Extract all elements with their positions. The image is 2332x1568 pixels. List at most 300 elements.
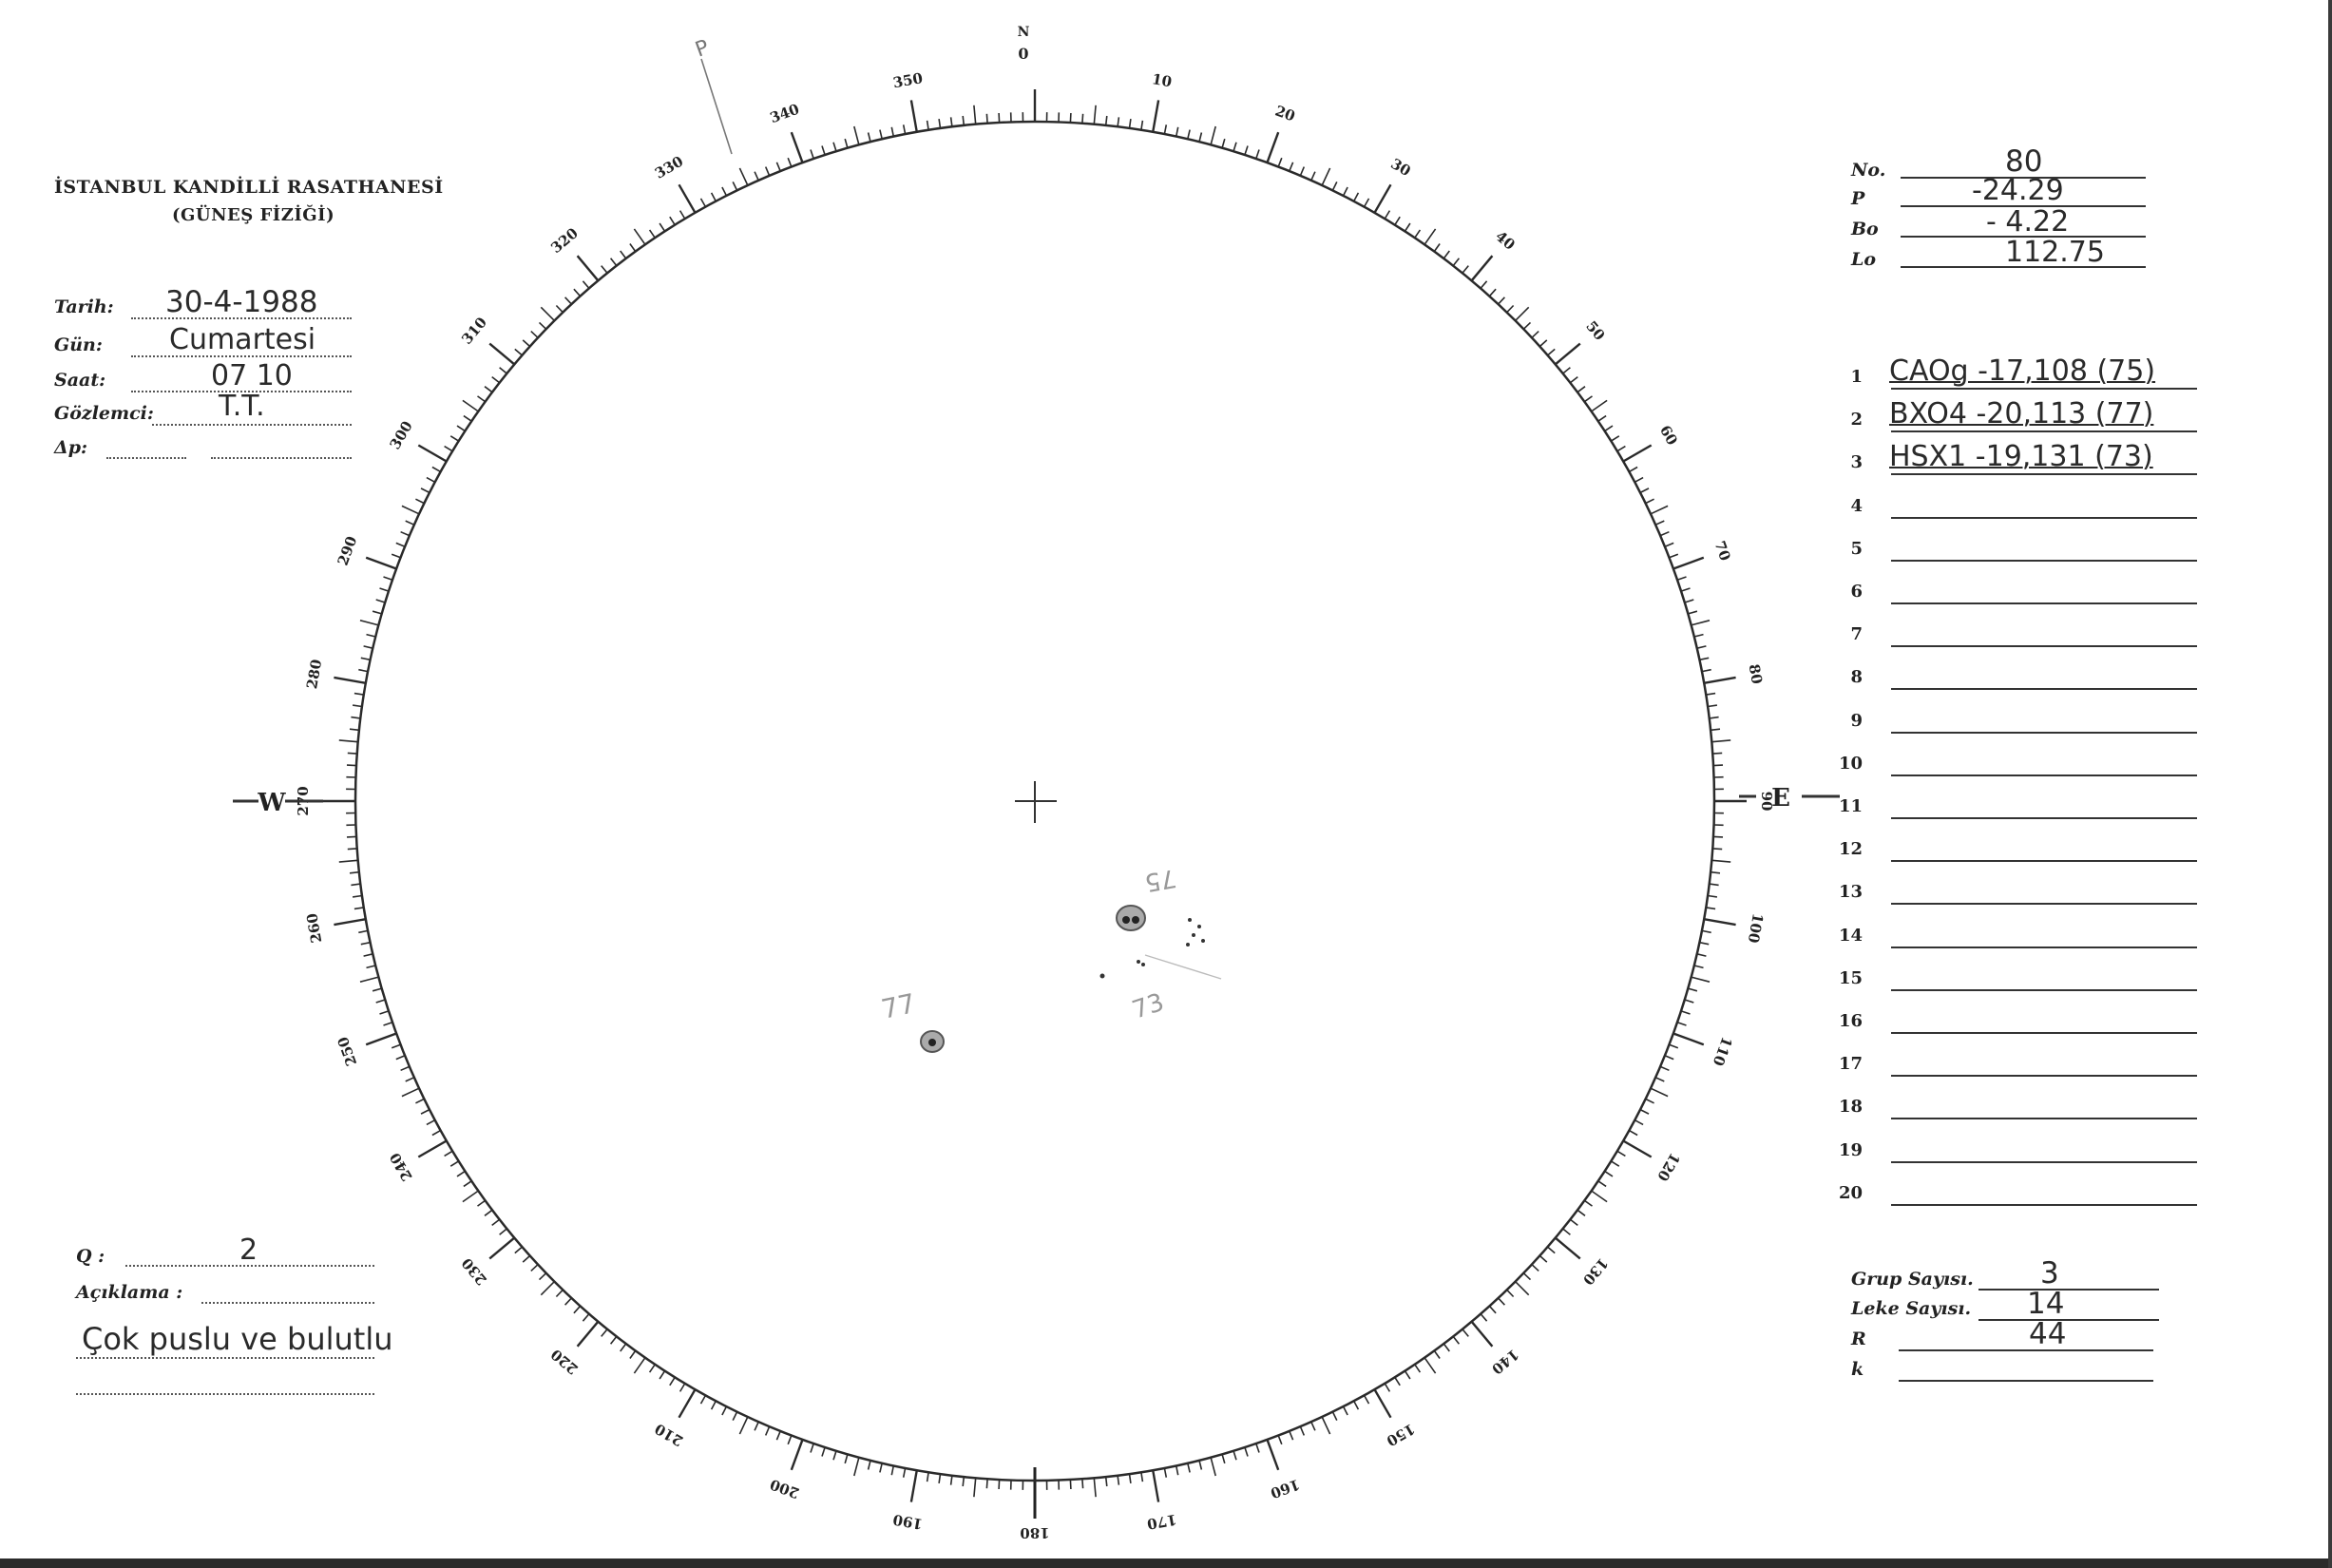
scale-tick [755,1422,758,1430]
note-value: Çok puslu ve bulutlu [82,1321,393,1357]
scale-angle-label: 100 [1744,911,1767,945]
scale-tick [880,130,882,140]
scale-tick [457,426,465,431]
group-row-number: 14 [1838,926,1863,946]
scale-tick [348,849,357,850]
scale-tick [556,1290,563,1296]
scale-tick [630,244,636,252]
scale-tick [701,1395,706,1404]
scale-tick [1681,588,1691,591]
scale-tick [1665,1056,1673,1060]
scale-tick [1472,256,1493,280]
scale-tick [1211,126,1215,144]
scale-tick [1563,1229,1571,1234]
scale-tick [1070,113,1071,123]
scale-tick [630,1350,636,1358]
scale-tick [1673,1034,1704,1045]
scale-tick [766,167,770,176]
scale-tick [1623,446,1652,462]
p-value: -24.29 [1972,174,2064,207]
scale-tick [1268,1440,1279,1470]
scale-tick [1629,468,1637,472]
scan-edge-right [2328,0,2332,1568]
scale-tick [1702,930,1711,932]
group-row-line [1891,560,2197,562]
scale-tick [1354,193,1359,201]
sunspot-group-cao [1100,906,1222,979]
scale-angle-label: 330 [651,152,687,182]
scale-tick [354,694,364,696]
scale-tick [963,1477,964,1486]
scale-tick [1290,1431,1293,1440]
scale-angle-label: 40 [1492,227,1519,254]
scale-tick [1395,217,1400,224]
scale-tick [1699,658,1709,660]
scale-tick [1655,1078,1664,1081]
scale-angle-label: 140 [1488,1345,1522,1378]
scale-tick [1570,377,1577,383]
scale-angle-label: 210 [651,1420,687,1450]
scale-tick [351,717,360,718]
scale-tick [1233,143,1236,152]
scale-tick [392,1044,400,1048]
scale-tick [811,1444,813,1453]
scale-tick [999,113,1000,123]
scale-tick [1153,1470,1158,1502]
scale-tick [722,1406,727,1415]
scale-tick [951,117,952,126]
scale-tick [396,543,405,546]
k-underline [1899,1380,2153,1382]
scale-tick [1245,1447,1248,1457]
scale-tick [1577,1210,1585,1215]
scale-tick [463,1191,478,1202]
scale-tick [1300,167,1304,176]
scale-tick [1532,332,1539,338]
group-row-number: 13 [1838,882,1863,902]
scale-tick [939,119,940,128]
group-row-number: 19 [1838,1140,1863,1160]
group-row-number: 4 [1850,496,1863,516]
scale-tick [1268,132,1279,163]
scale-angle-label: 30 [1387,155,1414,181]
scale-tick [1697,646,1707,648]
scale-tick [578,1322,599,1347]
scale-tick [712,1401,717,1409]
observer-label: Gözlemci: [54,403,154,424]
scale-tick [432,1131,441,1136]
scale-tick [457,1171,465,1176]
scale-tick [621,1344,626,1351]
scale-tick [621,251,626,258]
scale-angle-label: 80 [1745,662,1766,686]
q-value: 2 [239,1233,258,1267]
scale-tick [1706,694,1715,696]
scale-tick [531,1265,538,1272]
group-row-line [1891,1075,2197,1077]
scale-tick [1713,836,1723,837]
scale-tick [1548,1247,1556,1253]
scale-tick [478,1200,486,1206]
scale-tick [963,116,964,125]
scale-tick [911,100,917,131]
scale-tick [1082,1479,1083,1488]
scale-tick [1256,1444,1259,1453]
scale-angle-label: 70 [1711,538,1734,564]
scale-tick [358,670,368,672]
p-axis-mark-line [701,59,732,154]
group-row-number: 17 [1838,1054,1863,1074]
scale-tick [1660,1066,1669,1070]
scale-tick [402,506,419,513]
scale-tick [739,1417,747,1434]
group-row-line [1891,732,2197,734]
group-row-line [1891,602,2197,604]
group-row-number: 7 [1850,624,1863,644]
scale-tick [1592,1191,1607,1202]
lo-label: Lo [1851,249,1877,270]
scale-tick [1375,1389,1391,1418]
scale-tick [776,163,780,171]
scale-tick [1704,919,1736,925]
scale-tick [1646,499,1654,503]
scale-angle-label: 320 [547,224,582,258]
scale-tick [722,187,727,196]
scale-tick [1677,1023,1687,1025]
scale-angle-label: 170 [1145,1510,1178,1533]
scale-tick [376,1000,386,1003]
scale-angle-label: 190 [891,1510,925,1533]
note-label: Açıklama : [76,1282,183,1303]
north-zero-label: 0 [1018,45,1029,63]
group-count-value: 3 [2040,1256,2059,1291]
scale-tick [1655,521,1664,525]
scale-tick [384,577,393,580]
scale-tick [1199,133,1201,143]
scale-tick [350,729,359,730]
scale-tick [1245,146,1248,156]
note-underline [201,1302,374,1304]
scale-tick [712,193,717,201]
scale-tick [811,150,813,160]
scale-tick [515,349,523,355]
scale-tick [1222,1454,1225,1463]
scale-tick [406,1078,414,1081]
group-row-line [1891,688,2197,690]
scale-tick [376,600,386,602]
west-label: W [258,789,286,817]
time-value: 07 10 [211,359,293,392]
scale-tick [1365,199,1369,207]
scale-tick [1708,896,1717,897]
scale-tick [1605,1171,1613,1176]
scale-tick [489,1238,514,1259]
scale-tick [1415,230,1421,238]
scale-tick [541,1282,554,1295]
scale-tick [485,1210,492,1215]
scale-tick [974,1478,976,1497]
scale-tick [792,1440,803,1470]
scale-tick [523,1255,530,1262]
scale-tick [891,127,893,137]
r-underline [1899,1349,2153,1351]
scale-tick [634,1358,645,1373]
scale-tick [1453,258,1459,266]
group-row-number: 8 [1850,667,1863,687]
scale-tick [1660,532,1669,536]
scale-tick [450,1161,458,1166]
scale-tick [951,1476,952,1485]
scale-tick [1278,158,1282,166]
scale-tick [1516,307,1529,320]
scale-tick [1443,251,1449,258]
bo-label: Bo [1851,219,1879,239]
q-label: Q : [76,1246,105,1267]
scale-tick [1290,163,1293,171]
scale-tick [1646,1099,1654,1102]
scale-tick [1539,340,1547,347]
scale-tick [1322,168,1329,185]
group-row-text: BXO4 -20,113 (77) [1889,397,2154,430]
scale-tick [1673,558,1704,569]
scale-tick [602,266,607,274]
scale-tick [463,400,478,411]
scale-tick [1634,478,1643,483]
scale-tick [1462,266,1468,274]
scale-tick [1651,1088,1668,1096]
scale-tick [421,1110,430,1115]
scale-tick [1711,729,1720,730]
note-underline-2 [76,1357,374,1359]
scale-angle-label: 290 [334,533,361,568]
scale-tick [1453,1336,1459,1344]
scale-tick [1462,1329,1468,1337]
scale-tick [1164,124,1166,134]
group-row-line [1891,860,2197,862]
scale-angle-label: 150 [1383,1420,1419,1450]
scale-angle-label: 310 [458,314,491,348]
institution-title: İSTANBUL KANDİLLİ RASATHANESİ [54,177,444,198]
group-row-line [1891,473,2197,475]
scale-tick [733,1412,736,1421]
scale-tick [380,588,390,591]
group-row-number: 10 [1838,754,1863,774]
scale-tick [1507,1290,1514,1296]
scale-tick [1164,1468,1166,1478]
scale-tick [833,143,836,152]
scale-tick [1211,1458,1215,1476]
spot-label-77: 77 [878,987,919,1025]
delta-p-label: Δp: [54,437,88,458]
scale-angle-label: 50 [1582,317,1609,344]
spot-count-underline [1978,1319,2159,1321]
scale-tick [659,1371,665,1379]
scale-angle-label: 260 [303,911,326,945]
scale-tick [392,554,400,558]
scale-tick [1405,1371,1410,1379]
scale-angle-label: 160 [1268,1475,1303,1502]
scale-tick [880,1463,882,1473]
scale-tick [1651,506,1668,513]
scale-tick [366,1034,396,1045]
scale-tick [574,1306,581,1313]
group-row-line [1891,1204,2197,1206]
scale-tick [1712,753,1722,754]
scale-tick [1640,488,1649,493]
group-row-number: 2 [1850,410,1863,430]
scale-tick [373,988,382,991]
scale-tick [1434,244,1440,252]
scale-tick [1070,1480,1071,1489]
scale-tick [869,1461,870,1470]
scale-tick [1708,705,1717,706]
scale-tick [1677,577,1687,580]
scale-tick [1415,1365,1421,1372]
scale-tick [1692,977,1710,982]
scale-tick [1365,1395,1369,1404]
scale-tick [1405,223,1410,231]
scale-angle-label: 230 [458,1254,491,1289]
scale-tick [1344,1406,1348,1415]
scale-tick [583,1314,589,1322]
scale-tick [334,919,366,925]
day-value: Cumartesi [169,323,316,356]
scale-tick [350,872,359,873]
scale-tick [540,1273,546,1280]
scale-tick [1424,1358,1436,1373]
scale-tick [445,1151,453,1156]
scale-tick [1694,635,1704,637]
scale-tick [1300,1426,1304,1435]
scale-tick [611,1336,617,1344]
scale-tick [1311,1422,1315,1430]
scale-tick [485,387,492,392]
group-row-line [1891,388,2197,390]
scale-tick [1629,1131,1637,1136]
scale-tick [354,908,364,909]
bo-value: - 4.22 [1986,205,2070,239]
scale-tick [1711,740,1730,742]
group-row-line [1891,817,2197,819]
scale-tick [1434,1350,1440,1358]
scale-tick [531,332,538,338]
scale-tick [401,532,410,536]
group-row-line [1891,645,2197,647]
scale-tick [1153,100,1158,131]
scale-tick [367,966,376,967]
scale-tick [1141,1472,1143,1482]
group-row-number: 3 [1850,452,1863,472]
scale-tick [1176,127,1178,137]
scale-tick [1584,1200,1592,1206]
lo-value: 112.75 [2005,236,2105,269]
r-label: R [1851,1329,1866,1349]
scale-tick [904,1468,906,1478]
scale-tick [788,1436,792,1444]
scale-tick [418,446,447,462]
scale-tick [1256,150,1259,160]
scale-tick [1694,966,1704,967]
observer-underline [152,424,352,426]
scale-tick [833,1451,836,1461]
scale-tick [986,114,987,124]
scale-tick [1688,611,1697,614]
scale-tick [1141,121,1143,130]
scale-tick [974,105,976,124]
scale-tick [1711,872,1720,873]
scale-tick [1385,211,1389,220]
scale-tick [500,1229,507,1234]
scale-tick [927,121,929,130]
east-label: E [1771,784,1790,813]
scale-tick [1481,281,1487,289]
scale-tick [1199,1461,1201,1470]
group-row-number: 11 [1838,796,1863,816]
group-row-line [1891,774,2197,776]
scale-tick [565,1298,572,1305]
scale-tick [384,1023,393,1025]
group-row-line [1891,1118,2197,1119]
group-row-number: 15 [1838,968,1863,988]
scale-tick [776,1431,780,1440]
scale-tick [1106,1477,1107,1486]
group-row-line [1891,1161,2197,1163]
scale-tick [986,1479,987,1488]
scale-tick [1354,1401,1359,1409]
scale-tick [911,1470,917,1502]
day-label: Gün: [54,335,103,355]
scale-tick [360,621,378,625]
scale-tick [464,416,471,422]
spot-label-73: 73 [1128,987,1168,1025]
scale-tick [478,396,486,402]
group-row-line [1891,430,2197,432]
scale-tick [1685,1000,1694,1003]
scale-tick [854,126,859,144]
north-label: N [1017,25,1030,40]
scale-tick [1634,1120,1643,1125]
scale-tick [792,132,803,163]
scale-tick [515,1247,523,1253]
scale-tick [766,1426,770,1435]
date-value: 30-4-1988 [165,285,318,319]
scale-tick [347,836,356,837]
group-row-number: 1 [1850,367,1863,387]
scale-tick [1322,1417,1329,1434]
scale-tick [421,488,430,493]
p-label: P [1851,188,1865,209]
scale-angle-label: 280 [303,658,326,691]
scale-tick [366,558,396,569]
scale-tick [904,124,906,134]
scale-tick [1711,860,1730,862]
scale-tick [733,182,736,190]
scale-tick [1699,943,1709,945]
scale-tick [556,306,563,313]
scale-angle-label: 60 [1655,422,1681,449]
sunspot-group-hsx [921,1031,944,1052]
scale-tick [541,307,554,320]
department-subtitle: (GÜNEŞ FİZİĞİ) [172,205,335,225]
scale-tick [845,139,848,148]
scale-tick [1094,1478,1096,1497]
scale-tick [1395,1377,1400,1385]
scale-tick [1499,297,1505,304]
scale-tick [1577,387,1585,392]
delta-p-underline-2 [211,457,352,459]
scale-tick [574,289,581,296]
group-count-underline [1978,1289,2159,1291]
